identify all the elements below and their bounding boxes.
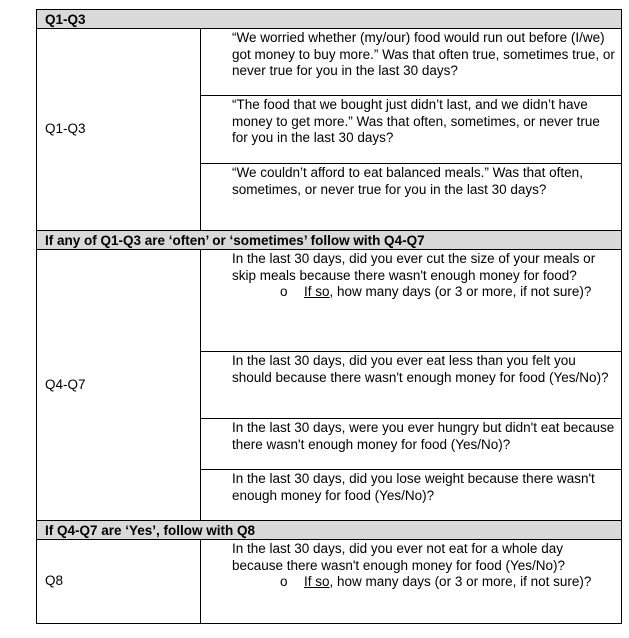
section-label-q4-q7: Q4-Q7 bbox=[37, 250, 201, 521]
question-q2: “The food that we bought just didn’t last, and we didn’t have money to get more.” Was that often, sometimes, or never true for you in the last 30 days? bbox=[201, 96, 622, 164]
followup-q8 bbox=[280, 574, 615, 591]
question-q4 bbox=[201, 250, 622, 352]
section-header-q4-q7 bbox=[37, 231, 622, 250]
question-q8 bbox=[201, 540, 622, 624]
question-row bbox=[37, 250, 622, 352]
section-header-text: If any of Q1-Q3 are ‘often’ or ‘sometimes’ follow with Q4-Q7 bbox=[37, 231, 622, 250]
section-header-q1-q3 bbox=[37, 10, 622, 29]
section-header-q8 bbox=[37, 521, 622, 540]
followup-text: , how many days (or 3 or more, if not sure)? bbox=[329, 574, 592, 589]
question-q3: “We couldn’t afford to eat balanced meals.” Was that often, sometimes, or never true for you in the last 30 days? bbox=[201, 164, 622, 231]
question-q5: In the last 30 days, did you ever eat less than you felt you should because there wasn't enough money for food (Yes/No)? bbox=[201, 352, 622, 419]
question-q8-text: In the last 30 days, did you ever not eat for a whole day because there wasn't enough money for food (Yes/No)? bbox=[232, 541, 566, 573]
question-q1: “We worried whether (my/our) food would run out before (I/we) got money to buy more.” Was that often true, sometimes true, or never true for you in the last 30 days? bbox=[201, 29, 622, 96]
hollow-bullet-icon: o bbox=[280, 574, 288, 589]
hollow-bullet-icon: o bbox=[280, 284, 288, 299]
section-header-text: If Q4-Q7 are ‘Yes’, follow with Q8 bbox=[37, 521, 622, 540]
question-row bbox=[37, 540, 622, 624]
question-row bbox=[37, 29, 622, 96]
section-header-text: Q1-Q3 bbox=[37, 10, 622, 29]
question-q6: In the last 30 days, were you ever hungry but didn't eat because there wasn't enough money for food (Yes/No)? bbox=[201, 419, 622, 470]
question-q7: In the last 30 days, did you lose weight because there wasn't enough money for food (Yes/No)? bbox=[201, 470, 622, 521]
screening-questions-table bbox=[36, 9, 622, 624]
followup-q4 bbox=[280, 284, 615, 301]
question-q4-text: In the last 30 days, did you ever cut the size of your meals or skip meals because there wasn't enough money for food? bbox=[232, 251, 596, 283]
section-label-q1-q3: Q1-Q3 bbox=[37, 29, 201, 231]
followup-lead: If so bbox=[304, 574, 330, 589]
section-label-q8: Q8 bbox=[37, 540, 201, 624]
followup-lead: If so bbox=[304, 284, 330, 299]
followup-text: , how many days (or 3 or more, if not sure)? bbox=[329, 284, 592, 299]
